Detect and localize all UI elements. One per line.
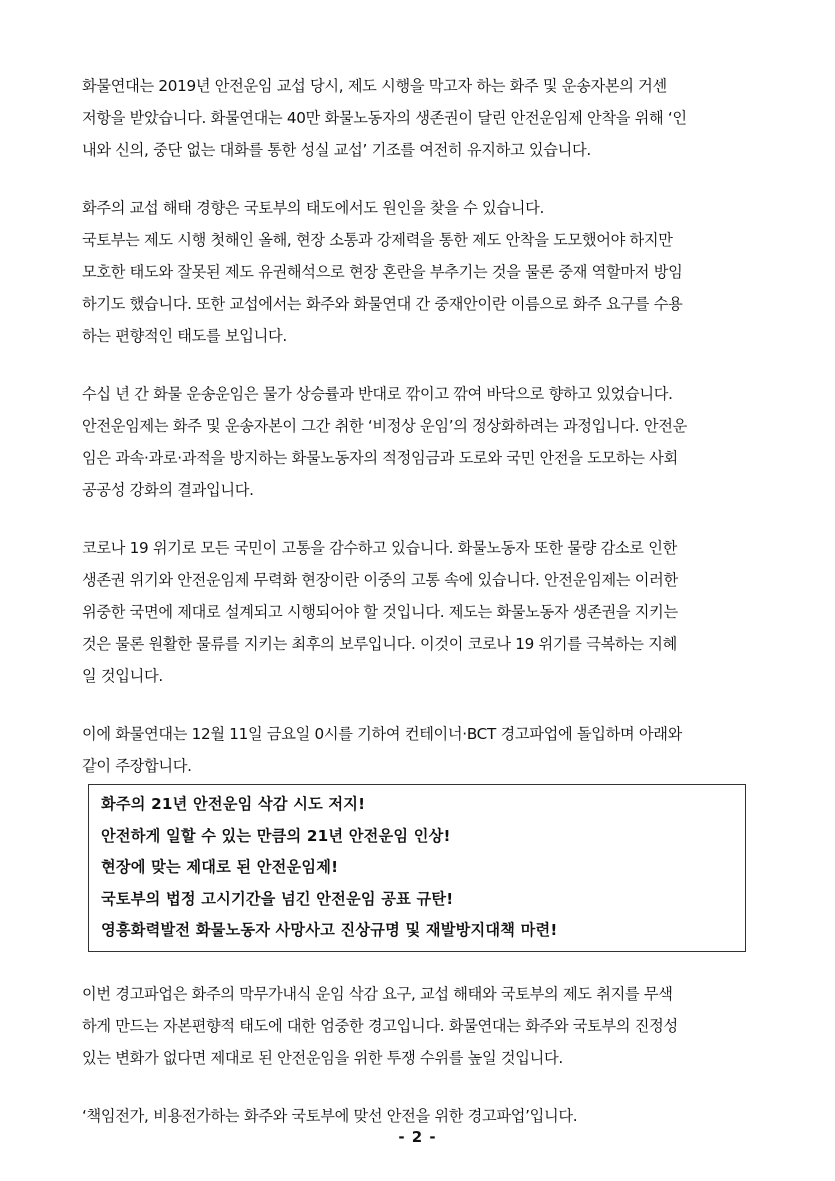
text-line: 있는 변화가 없다면 제대로 된 안전운임을 위한 투쟁 수위를 높일 것입니다. [82,1048,563,1067]
text-line: 같이 주장합니다. [82,757,192,775]
paragraph-gap [82,1074,754,1100]
text-line: 하게 만드는 자본편향적 태도에 대한 엄중한 경고입니다. 화물연대는 화주와 국토부의 진정성 [82,1016,678,1035]
text-line: 이에 화물연대는 12월 11일 금요일 0시를 기하여 컨테이너·BCT 경고파업에 돌입하며 아래와 [82,725,682,743]
demand-item: 현장에 맞는 제대로 된 안전운임제! [101,858,339,876]
text-line: 안전운임제는 화주 및 운송자본이 그간 취한 ‘비정상 운임’의 정상화하려는 과정입니다. 안전운 [82,417,687,435]
text-line: 저항을 받았습니다. 화물연대는 40만 화물노동자의 생존권이 달린 안전운임제 안착을 위해 ‘인 [82,109,687,127]
text-line: 일 것입니다. [82,667,163,685]
paragraph-ministry-attitude [82,192,754,352]
paragraph-gap [82,692,754,718]
text-line: 국토부는 제도 시행 첫해인 올해, 현장 소통과 강제력을 통한 제도 안착을 도모했어야 하지만 [82,231,673,249]
paragraph-freight-rates [82,378,754,506]
paragraph-gap [82,952,754,978]
text-line: 하는 편향적인 태도를 보입니다. [82,327,287,345]
text-line: 내와 신의, 중단 없는 대화를 통한 성실 교섭’ 기조를 여전히 유지하고 있습니다. [82,141,591,159]
text-line: 위중한 국면에 제대로 설계되고 시행되어야 할 것입니다. 제도는 화물노동자 생존권을 지키는 [82,603,678,621]
text-line: 화주의 교섭 해태 경향은 국토부의 태도에서도 원인을 찾을 수 있습니다. [82,199,545,217]
demands-box [88,784,746,952]
text-line: 공공성 강화의 결과입니다. [82,481,254,499]
paragraph-gap [82,506,754,532]
text-line: 생존권 위기와 안전운임제 무력화 현장이란 이중의 고통 속에 있습니다. 안전운임제는 이러한 [82,571,678,589]
document-page [82,70,754,1132]
text-line: 이번 경고파업은 화주의 막무가내식 운임 삭감 요구, 교섭 해태와 국토부의 제도 취지를 무색 [82,984,673,1003]
text-line: 것은 물론 원활한 물류를 지키는 최후의 보루입니다. 이것이 코로나 19 위기를 극복하는 지혜 [82,635,677,653]
text-line: 화물연대는 2019년 안전운임 교섭 당시, 제도 시행을 막고자 하는 화주 및 운송자본의 거센 [82,77,667,95]
paragraph-gap [82,166,754,192]
text-line: 코로나 19 위기로 모든 국민이 고통을 감수하고 있습니다. 화물노동자 또한 물량 감소로 인한 [82,539,677,557]
demand-item: 국토부의 법정 고시기간을 넘긴 안전운임 공표 규탄! [101,889,454,908]
text-line: 수십 년 간 화물 운송운임은 물가 상승률과 반대로 깎이고 깎여 바닥으로 향하고 있었습니다. [82,385,673,403]
paragraph-warning-strike [82,978,754,1074]
demand-item: 영흥화력발전 화물노동자 사망사고 진상규명 및 재발방지대책 마련! [101,921,558,939]
paragraph-slogan [82,1100,754,1132]
text-line: 임은 과속·과로·과적을 방지하는 화물노동자의 적정임금과 도로와 국민 안전을 도모하는 사회 [82,449,678,467]
demand-item: 안전하게 일할 수 있는 만큼의 21년 안전운임 인상! [101,826,451,845]
paragraph-negotiation-history [82,70,754,166]
text-line: 모호한 태도와 잘못된 제도 유권해석으로 현장 혼란을 부추기는 것을 물론 중재 역할마저 방임 [82,263,683,281]
page-number: - 2 - [398,1128,437,1146]
demand-item: 화주의 21년 안전운임 삭감 시도 저지! [101,795,366,813]
paragraph-strike-announcement [82,718,754,782]
text-line: ‘책임전가, 비용전가하는 화주와 국토부에 맞선 안전을 위한 경고파업’입니다. [82,1106,578,1125]
text-line: 하기도 했습니다. 또한 교섭에서는 화주와 화물연대 간 중재안이란 이름으로 화주 요구를 수용 [82,295,683,313]
paragraph-gap [82,352,754,378]
paragraph-covid-crisis [82,532,754,692]
